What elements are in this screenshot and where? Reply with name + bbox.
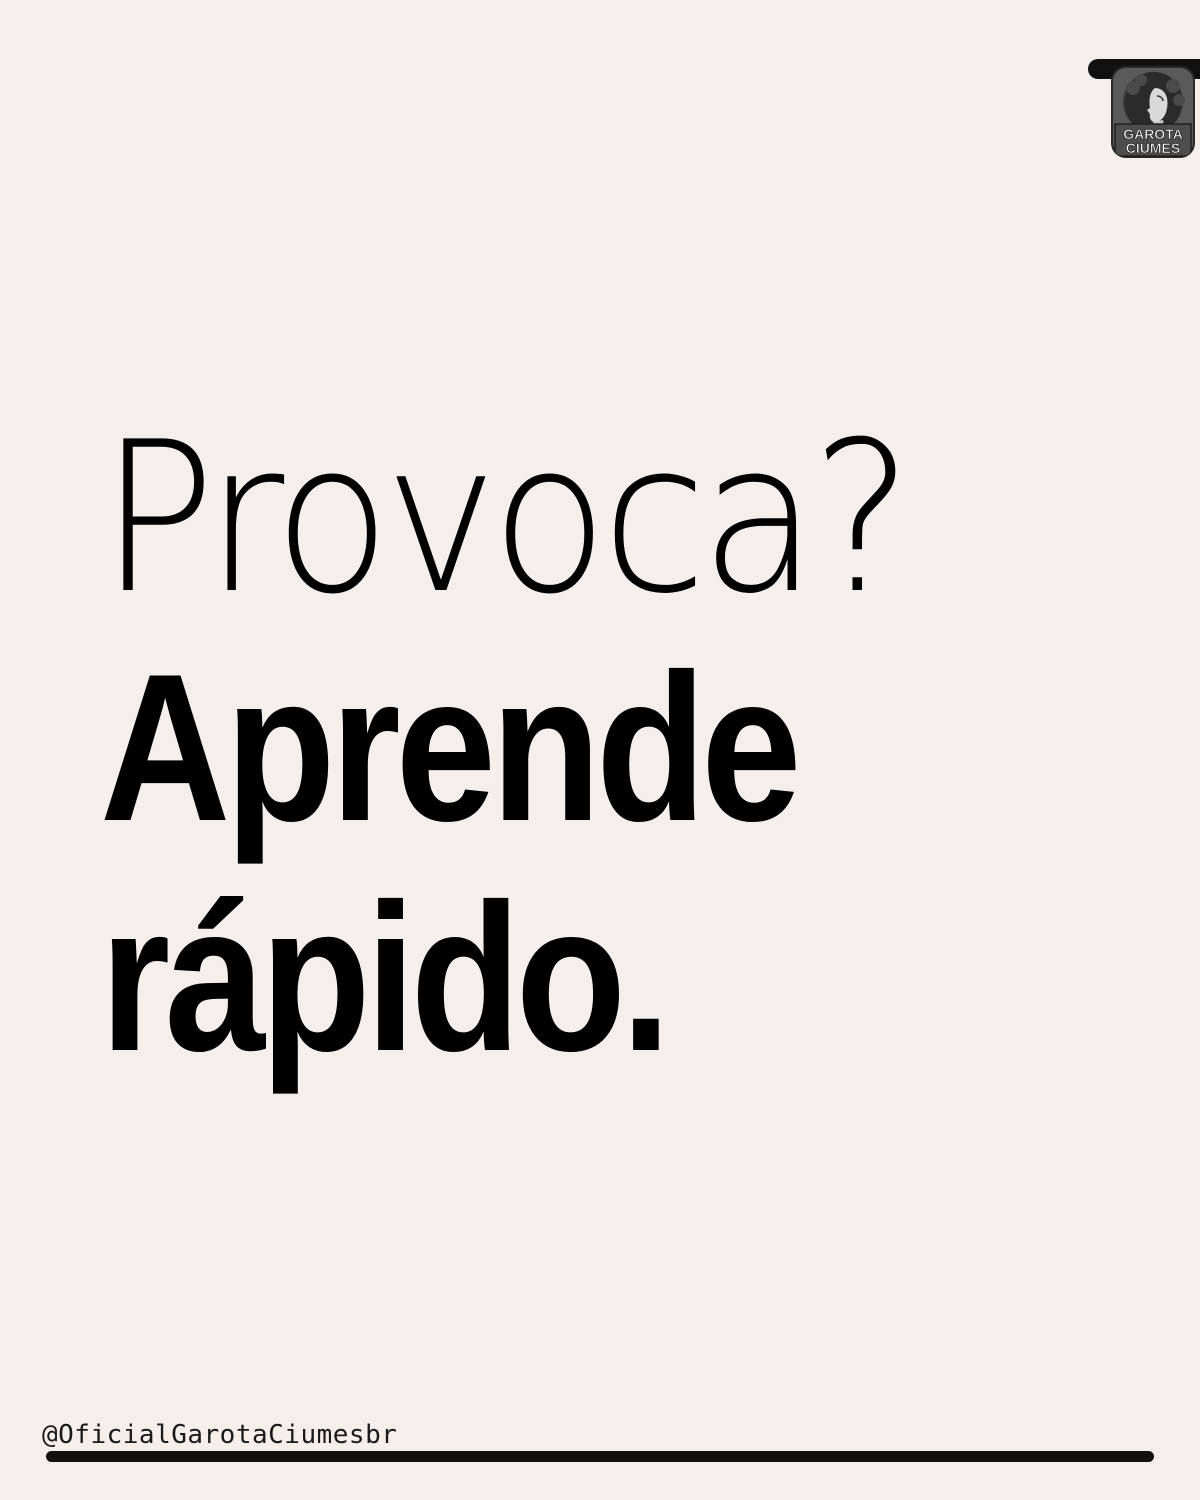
brand-logo: [1111, 66, 1195, 158]
social-handle: @OficialGarotaCiumesbr: [42, 1420, 398, 1450]
logo-word-top: GAROTA: [1123, 126, 1183, 142]
headline: [100, 398, 1160, 1095]
bottom-divider: [46, 1451, 1154, 1462]
headline-question: Provoca?: [100, 398, 907, 640]
logo-word-bottom: CIÚMES: [1125, 140, 1181, 156]
headline-bold-line-1: Aprende: [100, 630, 797, 865]
woman-portrait-icon: [1111, 66, 1195, 158]
headline-bold-line-2: rápido.: [100, 860, 666, 1095]
